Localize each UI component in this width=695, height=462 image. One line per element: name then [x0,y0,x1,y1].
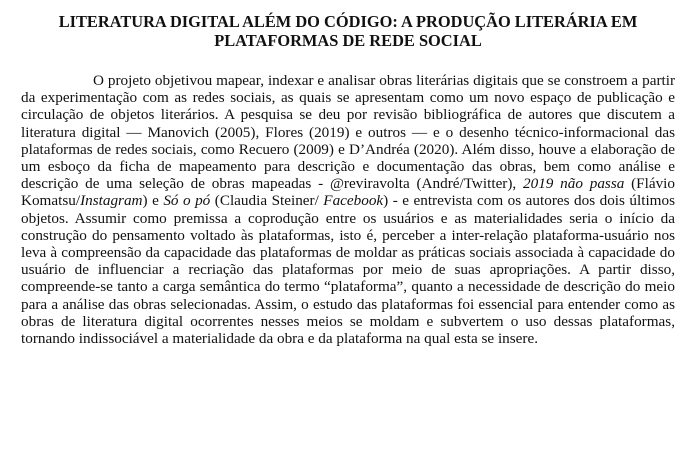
abstract-text-5: ) - e entrevista com os autores dos dois últimos objetos. Assumir como premissa a coprodução entre os usuários e as materialidades seria o início da construção do pensamento voltado às plataformas, isto é, perceber a inter-relação plataforma-usuário nos leva à compreensão da capacidade das plataformas de moldar as práticas sociais associada à capacidade do usuário de influenciar a recriação das plataformas por meio de suas apropriações. A partir disso, compreende-se tanto a carga semântica do termo “plataforma”, quanto a necessidade de descrição do meio para a análise das obras selecionadas. Assim, o estudo das plataformas foi essencial para entender como as obras de literatura digital ocorrentes nesses meios se moldam e subvertem o uso dessas plataformas, tornando indissociável a materialidade da obra e da plataforma na qual esta se insere. [21,192,675,348]
abstract-paragraph [21,72,675,347]
abstract-text-4: (Claudia Steiner/ [210,192,324,210]
abstract-text-3: ) e [142,192,164,210]
work-title-2019-nao-passa: 2019 não passa [523,175,625,193]
platform-facebook: Facebook [323,192,384,210]
paper-title-bold: LITERATURA DIGITAL ALÉM DO CÓDIGO: [58,12,398,31]
platform-instagram: Instagram [80,192,143,210]
paper-title-regular: A PRODUÇÃO LITERÁRIA EM PLATAFORMAS DE REDE SOCIAL [214,12,638,50]
abstract-text-2: (Flávio Komatsu/ [21,175,675,210]
abstract-text-1: O projeto objetivou mapear, indexar e analisar obras literárias digitais que se constroem a partir da experimentação com as redes sociais, as quais se apresentam como um novo espaço de publicação e circulação de objetos literários. A pesquisa se deu por revisão bibliográfica de autores que discutem a literatura digital — Manovich (2005), Flores (2019) e outros — e o desenho técnico-informacional das plataformas de redes sociais, como Recuero (2009) e D’Andréa (2020). Além disso, houve a elaboração de um esboço da ficha de mapeamento para descrição e documentação das obras, bem como análise e descrição de uma seleção de obras mapeadas - @reviravolta (André/Twitter), [21,72,675,193]
paper-title [21,12,675,50]
work-title-so-o-po: Só o pó [163,192,211,210]
